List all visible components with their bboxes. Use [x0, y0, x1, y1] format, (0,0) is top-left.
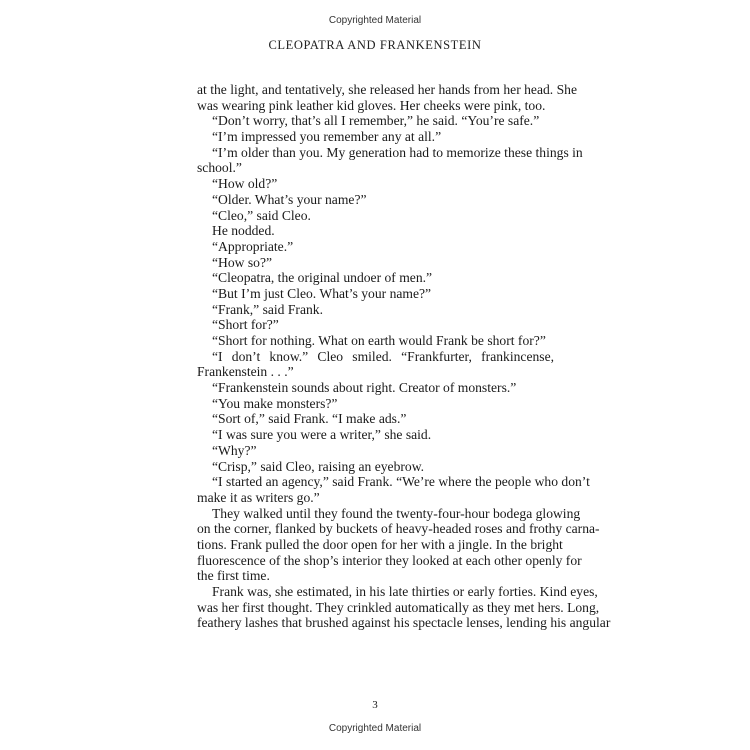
text-line: “Frankenstein sounds about right. Creator of monsters.”: [212, 380, 517, 396]
paragraph: [197, 208, 554, 224]
paragraph: [197, 411, 554, 427]
paragraph: [197, 584, 611, 631]
text-line: “I started an agency,” said Frank. “We’re where the people who don’t: [212, 474, 590, 490]
text-line: Frankenstein . . .”: [197, 364, 294, 380]
paragraph: [197, 349, 554, 380]
text-line: school.”: [197, 160, 242, 176]
copyright-watermark-top: Copyrighted Material: [328, 15, 422, 26]
text-line: “How so?”: [212, 254, 273, 270]
text-line: “Sort of,” said Frank. “I make ads.”: [212, 411, 407, 427]
body-text: [197, 82, 611, 631]
paragraph: [197, 317, 554, 333]
text-line: feathery lashes that brushed against his spectacle lenses, lending his angular: [197, 615, 611, 631]
paragraph: [197, 129, 554, 145]
text-line: on the corner, flanked by buckets of heavy-headed roses and frothy carna-: [197, 521, 600, 537]
text-line: “Cleopatra, the original undoer of men.”: [212, 270, 433, 286]
text-line: “Cleo,” said Cleo.: [212, 207, 311, 223]
text-line: He nodded.: [212, 223, 275, 239]
text-line: Frank was, she estimated, in his late thirties or early forties. Kind eyes,: [212, 584, 598, 599]
paragraph: [197, 113, 554, 129]
text-line: “Why?”: [212, 442, 257, 458]
text-line: “Older. What’s your name?”: [212, 191, 367, 207]
text-line: “I was sure you were a writer,” she said.: [212, 427, 432, 443]
paragraph: [197, 505, 600, 584]
text-line: “Frank,” said Frank.: [212, 301, 323, 317]
text-line: fluorescence of the shop’s interior they looked at each other openly for: [197, 552, 582, 568]
paragraph: [197, 82, 577, 113]
text-line: “Crisp,” said Cleo, raising an eyebrow.: [212, 458, 425, 474]
text-line: They walked until they found the twenty-four-hour bodega glowing: [212, 505, 581, 521]
text-line: was her first thought. They crinkled automatically as they met hers. Long,: [197, 599, 600, 615]
page-number: 3: [372, 699, 378, 711]
paragraph: [197, 239, 554, 255]
paragraph: [197, 286, 554, 302]
paragraph: [197, 302, 554, 318]
text-line: “I don’t know.” Cleo smiled. “Frankfurter, frankincense,: [212, 348, 554, 364]
text-line: make it as writers go.”: [197, 489, 320, 505]
text-line: “I’m older than you. My generation had to memorize these things in: [212, 144, 583, 160]
paragraph: [197, 255, 554, 271]
text-line: “Short for nothing. What on earth would Frank be short for?”: [212, 333, 546, 348]
paragraph: [197, 459, 554, 475]
text-line: “You make monsters?”: [212, 395, 338, 411]
paragraph: [197, 176, 554, 192]
text-line: the first time.: [197, 568, 270, 584]
text-line: “Appropriate.”: [212, 238, 294, 254]
text-line: “Don’t worry, that’s all I remember,” he said. “You’re safe.”: [212, 113, 540, 129]
paragraph: [197, 474, 590, 505]
paragraph: [197, 380, 554, 396]
text-line: “How old?”: [212, 176, 278, 192]
paragraph: [197, 192, 554, 208]
paragraph: [197, 427, 554, 443]
paragraph: [197, 270, 554, 286]
running-head: CLEOPATRA AND FRANKENSTEIN: [268, 38, 482, 52]
paragraph: [197, 443, 554, 459]
text-line: tions. Frank pulled the door open for her with a jingle. In the bright: [197, 536, 563, 552]
text-line: “Short for?”: [212, 317, 279, 333]
paragraph: [197, 333, 554, 349]
copyright-watermark-bottom: Copyrighted Material: [328, 723, 422, 734]
text-line: was wearing pink leather kid gloves. Her cheeks were pink, too.: [197, 97, 546, 113]
paragraph: [197, 144, 583, 176]
text-line: “But I’m just Cleo. What’s your name?”: [212, 285, 432, 301]
paragraph: [197, 396, 554, 412]
text-line: “I’m impressed you remember any at all.”: [212, 129, 442, 145]
text-line: at the light, and tentatively, she released her hands from her head. She: [197, 82, 577, 97]
paragraph: [197, 223, 554, 239]
